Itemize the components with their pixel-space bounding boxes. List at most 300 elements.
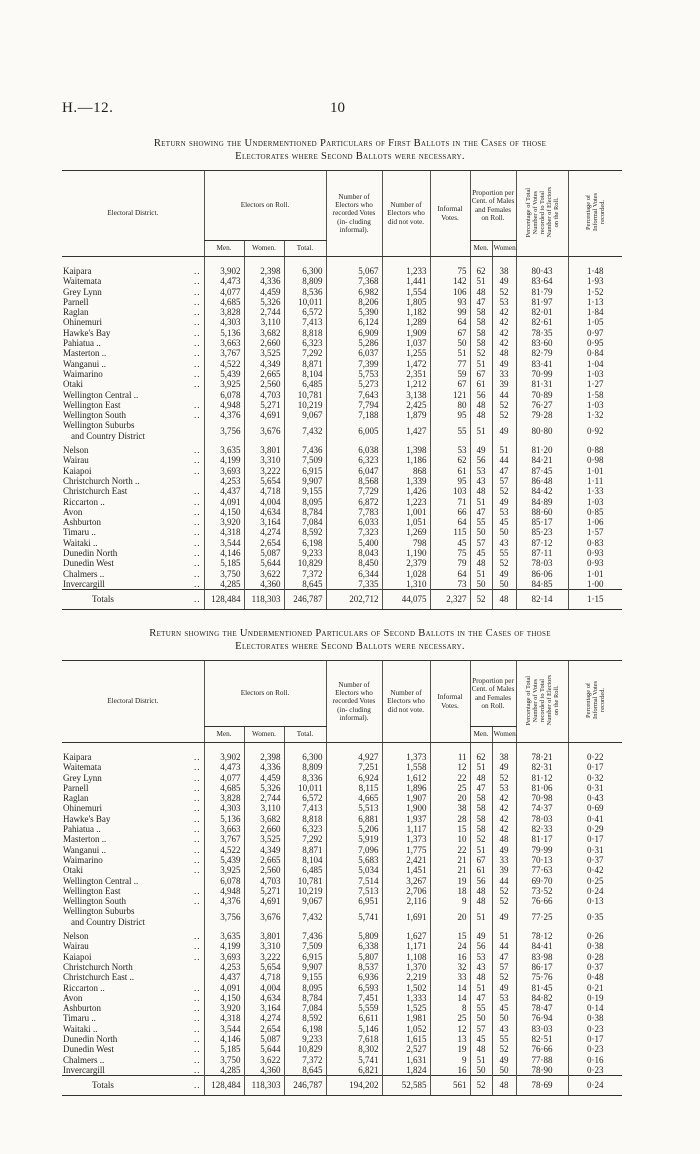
district-cell — [62, 824, 204, 834]
women-cell: 2,744 — [244, 307, 284, 317]
pct-total-cell: 78·90 — [516, 1065, 568, 1076]
informal-cell: 106 — [430, 287, 470, 297]
prop-women-cell: 53 — [492, 507, 516, 517]
total-cell: 10,219 — [284, 400, 326, 410]
leader-dots: .. — [194, 941, 201, 952]
table-row — [62, 507, 622, 517]
recorded-cell: 8,302 — [326, 1044, 382, 1054]
pct-total-cell: 77·88 — [516, 1055, 568, 1065]
district-cell — [62, 1003, 204, 1013]
women-cell: 3,676 — [244, 420, 284, 441]
total-not-voted-cell: 44,075 — [382, 590, 430, 610]
men-cell: 6,078 — [204, 876, 244, 886]
prop-women-cell: 49 — [492, 762, 516, 772]
men-cell: 4,473 — [204, 762, 244, 772]
table-row — [62, 455, 622, 465]
district-cell — [62, 390, 204, 400]
total-recorded-cell: 202,712 — [326, 590, 382, 610]
informal-cell: 16 — [430, 1065, 470, 1076]
women-cell: 5,326 — [244, 297, 284, 307]
total-cell: 10,011 — [284, 297, 326, 307]
total-prop-men-cell: 52 — [470, 590, 492, 610]
men-cell: 3,750 — [204, 1055, 244, 1065]
men-cell: 5,185 — [204, 558, 244, 568]
leader-dots: .. — [194, 276, 201, 287]
not-voted-cell: 1,028 — [382, 569, 430, 579]
informal-cell: 16 — [430, 952, 470, 962]
women-cell: 2,398 — [244, 743, 284, 763]
informal-cell: 21 — [430, 855, 470, 865]
pct-informal-cell: 0·98 — [568, 455, 622, 465]
district-name: Kaiapoi — [63, 465, 92, 476]
district-name: Dunedin West — [63, 1044, 114, 1055]
men-cell: 4,318 — [204, 1013, 244, 1023]
pct-informal-cell: 0·31 — [568, 845, 622, 855]
informal-cell: 21 — [430, 865, 470, 875]
informal-cell: 20 — [430, 906, 470, 927]
prop-women-cell: 57 — [492, 962, 516, 972]
women-cell: 4,459 — [244, 773, 284, 783]
informal-cell: 13 — [430, 1034, 470, 1044]
table-row — [62, 486, 622, 496]
total-cell: 6,198 — [284, 1024, 326, 1034]
not-voted-cell: 1,255 — [382, 348, 430, 358]
pct-informal-header — [568, 171, 622, 257]
pct-informal-cell: 1·03 — [568, 497, 622, 507]
pct-total-cell: 81·31 — [516, 379, 568, 389]
pct-informal-cell: 0·38 — [568, 1013, 622, 1023]
women-cell: 2,660 — [244, 338, 284, 348]
pct-total-cell: 78·47 — [516, 1003, 568, 1013]
pct-total-cell: 82·79 — [516, 348, 568, 358]
district-name: Wellington Central .. — [63, 875, 139, 886]
table1-title-line1: Return showing the Undermentioned Particulars of First Ballots in the Cases of those — [153, 138, 547, 149]
informal-votes-header: Informal Votes. — [430, 661, 470, 743]
prop-men-cell: 55 — [470, 517, 492, 527]
district-name: Nelson — [63, 445, 89, 456]
recorded-cell: 6,982 — [326, 287, 382, 297]
district-cell — [62, 476, 204, 486]
recorded-cell: 5,741 — [326, 906, 382, 927]
men-header: Men. — [204, 241, 244, 257]
not-voted-cell: 2,706 — [382, 886, 430, 896]
total-cell: 8,104 — [284, 369, 326, 379]
prop-men-cell: 48 — [470, 773, 492, 783]
table-row — [62, 865, 622, 875]
pct-informal-cell: 0·19 — [568, 993, 622, 1003]
not-voted-cell: 1,269 — [382, 527, 430, 537]
prop-women-cell: 49 — [492, 359, 516, 369]
pct-total-cell: 84·82 — [516, 993, 568, 1003]
district-cell — [62, 420, 204, 441]
table-row — [62, 824, 622, 834]
pct-total-cell: 82·01 — [516, 307, 568, 317]
leader-dots: .. — [194, 1080, 201, 1091]
prop-men-cell: 51 — [470, 762, 492, 772]
prop-men-cell: 47 — [470, 507, 492, 517]
recorded-cell: 7,188 — [326, 410, 382, 420]
district-cell — [62, 1034, 204, 1044]
prop-women-cell: 53 — [492, 783, 516, 793]
table-row — [62, 410, 622, 420]
table1-title — [40, 137, 660, 163]
table-row — [62, 983, 622, 993]
pct-total-cell: 81·17 — [516, 834, 568, 844]
not-voted-cell: 1,879 — [382, 410, 430, 420]
total-cell: 7,372 — [284, 569, 326, 579]
table-row — [62, 1065, 622, 1076]
table-row — [62, 497, 622, 507]
women-cell: 2,665 — [244, 855, 284, 865]
district-cell — [62, 466, 204, 476]
women-cell: 4,459 — [244, 287, 284, 297]
informal-cell: 9 — [430, 1055, 470, 1065]
total-cell: 8,784 — [284, 507, 326, 517]
total-cell: 7,432 — [284, 420, 326, 441]
pct-total-cell: 81·79 — [516, 287, 568, 297]
recorded-cell: 7,794 — [326, 400, 382, 410]
informal-cell: 15 — [430, 927, 470, 941]
table-row — [62, 1003, 622, 1013]
district-name: Ashburton — [63, 517, 101, 528]
recorded-cell: 6,821 — [326, 1065, 382, 1076]
leader-dots: .. — [194, 951, 201, 962]
leader-dots: .. — [194, 824, 201, 835]
pct-total-cell: 70·89 — [516, 390, 568, 400]
pct-total-cell: 82·33 — [516, 824, 568, 834]
pct-informal-cell: 0·35 — [568, 906, 622, 927]
women-cell: 4,360 — [244, 579, 284, 590]
leader-dots: .. — [194, 793, 201, 804]
total-cell: 9,233 — [284, 548, 326, 558]
men-cell: 4,150 — [204, 507, 244, 517]
prop-men-cell: 56 — [470, 390, 492, 400]
men-cell: 3,925 — [204, 865, 244, 875]
prop-men-cell: 52 — [470, 834, 492, 844]
total-cell: 8,871 — [284, 359, 326, 369]
pct-total-cell: 87·12 — [516, 538, 568, 548]
totals-label: Totals — [92, 594, 114, 605]
totals-row — [62, 590, 622, 610]
prop-women-cell: 52 — [492, 400, 516, 410]
leader-dots: .. — [194, 558, 201, 569]
total-prop-women-cell: 48 — [492, 590, 516, 610]
men-cell: 3,756 — [204, 420, 244, 441]
women-cell: 2,654 — [244, 1024, 284, 1034]
district-name: Masterton .. — [63, 348, 107, 359]
district-name: Waitaki .. — [63, 537, 98, 548]
prop-women-cell: 38 — [492, 257, 516, 277]
pct-informal-cell: 0·16 — [568, 1055, 622, 1065]
pct-total-cell: 76·66 — [516, 1044, 568, 1054]
women-cell: 3,682 — [244, 814, 284, 824]
recorded-cell: 5,753 — [326, 369, 382, 379]
total-informal-cell: 561 — [430, 1076, 470, 1096]
men-cell: 4,303 — [204, 317, 244, 327]
total-header: Total. — [284, 241, 326, 257]
prop-women-cell: 52 — [492, 287, 516, 297]
leader-dots: .. — [194, 537, 201, 548]
women-cell: 5,087 — [244, 1034, 284, 1044]
pct-total-cell: 81·45 — [516, 983, 568, 993]
men-cell: 4,199 — [204, 455, 244, 465]
women-cell: 5,644 — [244, 1044, 284, 1054]
leader-dots: .. — [194, 578, 201, 589]
women-cell: 4,274 — [244, 527, 284, 537]
pct-informal-cell: 1·11 — [568, 476, 622, 486]
prop-women-cell: 51 — [492, 441, 516, 455]
total-cell: 8,818 — [284, 814, 326, 824]
not-voted-cell: 1,554 — [382, 287, 430, 297]
pct-total-cell: 77·63 — [516, 865, 568, 875]
recorded-cell: 6,881 — [326, 814, 382, 824]
not-voted-cell: 1,001 — [382, 507, 430, 517]
women-cell: 4,703 — [244, 390, 284, 400]
pct-informal-cell: 1·58 — [568, 390, 622, 400]
district-name: Raglan — [63, 307, 89, 318]
table-row — [62, 814, 622, 824]
not-voted-cell: 798 — [382, 538, 430, 548]
prop-men-cell: 57 — [470, 1024, 492, 1034]
pct-total-cell: 81·12 — [516, 773, 568, 783]
leader-dots: .. — [194, 358, 201, 369]
totals-label: Totals — [92, 1080, 114, 1091]
pct-total-cell: 74·37 — [516, 803, 568, 813]
prop-women-cell: 53 — [492, 297, 516, 307]
district-name: Wellington Suburbs — [63, 420, 135, 431]
women-cell: 5,271 — [244, 886, 284, 896]
women-cell: 4,349 — [244, 359, 284, 369]
electors-on-roll-header: Electors on Roll. — [204, 661, 326, 727]
informal-cell: 73 — [430, 579, 470, 590]
prop-women-cell: 44 — [492, 876, 516, 886]
prop-men-cell: 58 — [470, 317, 492, 327]
table-row — [62, 517, 622, 527]
table-row — [62, 762, 622, 772]
prop-women-cell: 42 — [492, 338, 516, 348]
not-voted-cell: 1,981 — [382, 1013, 430, 1023]
total-pct-informal-cell: 0·24 — [568, 1076, 622, 1096]
district-cell — [62, 455, 204, 465]
not-voted-cell: 1,615 — [382, 1034, 430, 1044]
recorded-cell: 5,919 — [326, 834, 382, 844]
not-voted-cell: 1,525 — [382, 1003, 430, 1013]
leader-dots: .. — [194, 455, 201, 466]
district-cell — [62, 348, 204, 358]
district-cell — [62, 783, 204, 793]
prop-women-cell: 45 — [492, 517, 516, 527]
women-cell: 4,004 — [244, 497, 284, 507]
prop-women-cell: 49 — [492, 276, 516, 286]
not-voted-cell: 1,233 — [382, 257, 430, 277]
district-cell — [62, 886, 204, 896]
not-voted-cell: 1,289 — [382, 317, 430, 327]
table-row — [62, 773, 622, 783]
pct-informal-cell: 0·38 — [568, 941, 622, 951]
men-cell: 4,437 — [204, 486, 244, 496]
men-cell: 3,925 — [204, 379, 244, 389]
total-cell: 9,907 — [284, 962, 326, 972]
recorded-cell: 6,872 — [326, 497, 382, 507]
leader-dots: .. — [194, 368, 201, 379]
not-voted-cell: 1,190 — [382, 548, 430, 558]
prop-women-cell: 49 — [492, 1055, 516, 1065]
not-voted-cell: 2,379 — [382, 558, 430, 568]
leader-dots: .. — [194, 752, 201, 762]
district-name: Raglan — [63, 793, 89, 804]
men-cell: 4,253 — [204, 476, 244, 486]
recorded-cell: 7,513 — [326, 886, 382, 896]
leader-dots: .. — [194, 992, 201, 1003]
prop-men-cell: 58 — [470, 328, 492, 338]
prop-men-cell: 51 — [470, 983, 492, 993]
prop-women-cell: 43 — [492, 1024, 516, 1034]
total-cell: 9,067 — [284, 896, 326, 906]
not-voted-cell: 1,558 — [382, 762, 430, 772]
prop-men-cell: 48 — [470, 400, 492, 410]
leader-dots: .. — [194, 496, 201, 507]
table-row — [62, 962, 622, 972]
table-row — [62, 390, 622, 400]
prop-women-cell: 52 — [492, 486, 516, 496]
leader-dots: .. — [194, 1044, 201, 1055]
informal-cell: 20 — [430, 793, 470, 803]
table-row — [62, 466, 622, 476]
women-cell: 4,718 — [244, 486, 284, 496]
leader-dots: .. — [194, 348, 201, 359]
total-cell: 7,509 — [284, 455, 326, 465]
prop-men-cell: 56 — [470, 876, 492, 886]
prop-women-cell: 44 — [492, 390, 516, 400]
leader-dots: .. — [194, 896, 201, 907]
pct-total-cell: 81·06 — [516, 783, 568, 793]
not-voted-cell: 1,805 — [382, 297, 430, 307]
informal-cell: 55 — [430, 420, 470, 441]
district-cell — [62, 876, 204, 886]
district-name: Christchurch North — [63, 961, 133, 972]
leader-dots: .. — [194, 1003, 201, 1014]
table-row — [62, 941, 622, 951]
total-cell: 7,413 — [284, 317, 326, 327]
men-cell: 6,078 — [204, 390, 244, 400]
prop-men-header: Men. — [470, 241, 492, 257]
district-name: Invercargill — [63, 1064, 105, 1075]
total-cell: 8,536 — [284, 287, 326, 297]
recorded-cell: 8,206 — [326, 297, 382, 307]
prop-women-cell: 49 — [492, 497, 516, 507]
prop-men-cell: 51 — [470, 276, 492, 286]
not-voted-cell: 1,117 — [382, 824, 430, 834]
district-name: Avon — [63, 992, 83, 1003]
prop-women-cell: 42 — [492, 814, 516, 824]
leader-dots: .. — [194, 410, 201, 421]
second-ballots-table — [62, 660, 622, 1096]
not-voted-cell: 2,351 — [382, 369, 430, 379]
prop-women-cell: 52 — [492, 972, 516, 982]
pct-total-cell: 82·31 — [516, 762, 568, 772]
pct-total-cell: 83·41 — [516, 359, 568, 369]
prop-men-cell: 47 — [470, 783, 492, 793]
women-cell: 5,087 — [244, 548, 284, 558]
prop-women-cell: 42 — [492, 307, 516, 317]
informal-cell: 28 — [430, 814, 470, 824]
district-name: Grey Lynn — [63, 286, 102, 297]
pct-total-cell: 88·60 — [516, 507, 568, 517]
men-cell: 3,544 — [204, 538, 244, 548]
district-name: Waitaki .. — [63, 1023, 98, 1034]
prop-men-cell: 58 — [470, 793, 492, 803]
pct-informal-cell: 1·00 — [568, 579, 622, 590]
pct-total-cell: 79·99 — [516, 845, 568, 855]
men-cell: 3,828 — [204, 793, 244, 803]
pct-informal-cell: 1·57 — [568, 527, 622, 537]
table-row — [62, 297, 622, 307]
district-name-continued: and Country District — [71, 916, 145, 927]
table-row — [62, 1013, 622, 1023]
prop-men-header: Men. — [470, 727, 492, 743]
pct-informal-cell: 0·26 — [568, 927, 622, 941]
district-name: Wellington South — [63, 410, 127, 421]
prop-women-cell: 49 — [492, 569, 516, 579]
men-cell: 4,522 — [204, 845, 244, 855]
prop-men-cell: 52 — [470, 348, 492, 358]
prop-women-header: Women. — [492, 727, 516, 743]
total-cell: 8,336 — [284, 773, 326, 783]
total-prop-men-cell: 52 — [470, 1076, 492, 1096]
district-cell — [62, 441, 204, 455]
pct-informal-cell: 1·52 — [568, 287, 622, 297]
district-cell — [62, 276, 204, 286]
pct-informal-cell: 0·21 — [568, 983, 622, 993]
pct-informal-cell: 0·42 — [568, 865, 622, 875]
table-row — [62, 257, 622, 277]
pct-total-cell: 80·43 — [516, 257, 568, 277]
women-cell: 2,560 — [244, 865, 284, 875]
men-cell: 3,756 — [204, 906, 244, 927]
women-cell: 3,310 — [244, 455, 284, 465]
informal-cell: 75 — [430, 548, 470, 558]
district-name: Riccarton .. — [63, 982, 105, 993]
informal-cell: 103 — [430, 486, 470, 496]
district-name: Waitemata — [63, 276, 102, 287]
pct-total-cell: 83·98 — [516, 952, 568, 962]
leader-dots: .. — [194, 1013, 201, 1024]
pct-informal-cell: 0·92 — [568, 420, 622, 441]
district-cell — [62, 328, 204, 338]
recorded-cell: 8,568 — [326, 476, 382, 486]
women-cell: 3,164 — [244, 517, 284, 527]
table-row — [62, 338, 622, 348]
recorded-cell: 4,665 — [326, 793, 382, 803]
prop-men-cell: 53 — [470, 466, 492, 476]
recorded-cell: 7,643 — [326, 390, 382, 400]
prop-women-cell: 39 — [492, 865, 516, 875]
informal-cell: 71 — [430, 497, 470, 507]
prop-women-cell: 55 — [492, 548, 516, 558]
total-cell: 7,509 — [284, 941, 326, 951]
total-cell: 6,300 — [284, 743, 326, 763]
district-cell — [62, 527, 204, 537]
pct-total-cell: 83·03 — [516, 1024, 568, 1034]
district-cell — [62, 896, 204, 906]
men-cell: 5,136 — [204, 328, 244, 338]
leader-dots: .. — [194, 1023, 201, 1034]
prop-men-cell: 48 — [470, 287, 492, 297]
recorded-cell: 6,037 — [326, 348, 382, 358]
recorded-cell: 7,335 — [326, 579, 382, 590]
prop-men-cell: 58 — [470, 307, 492, 317]
recorded-cell: 8,115 — [326, 783, 382, 793]
